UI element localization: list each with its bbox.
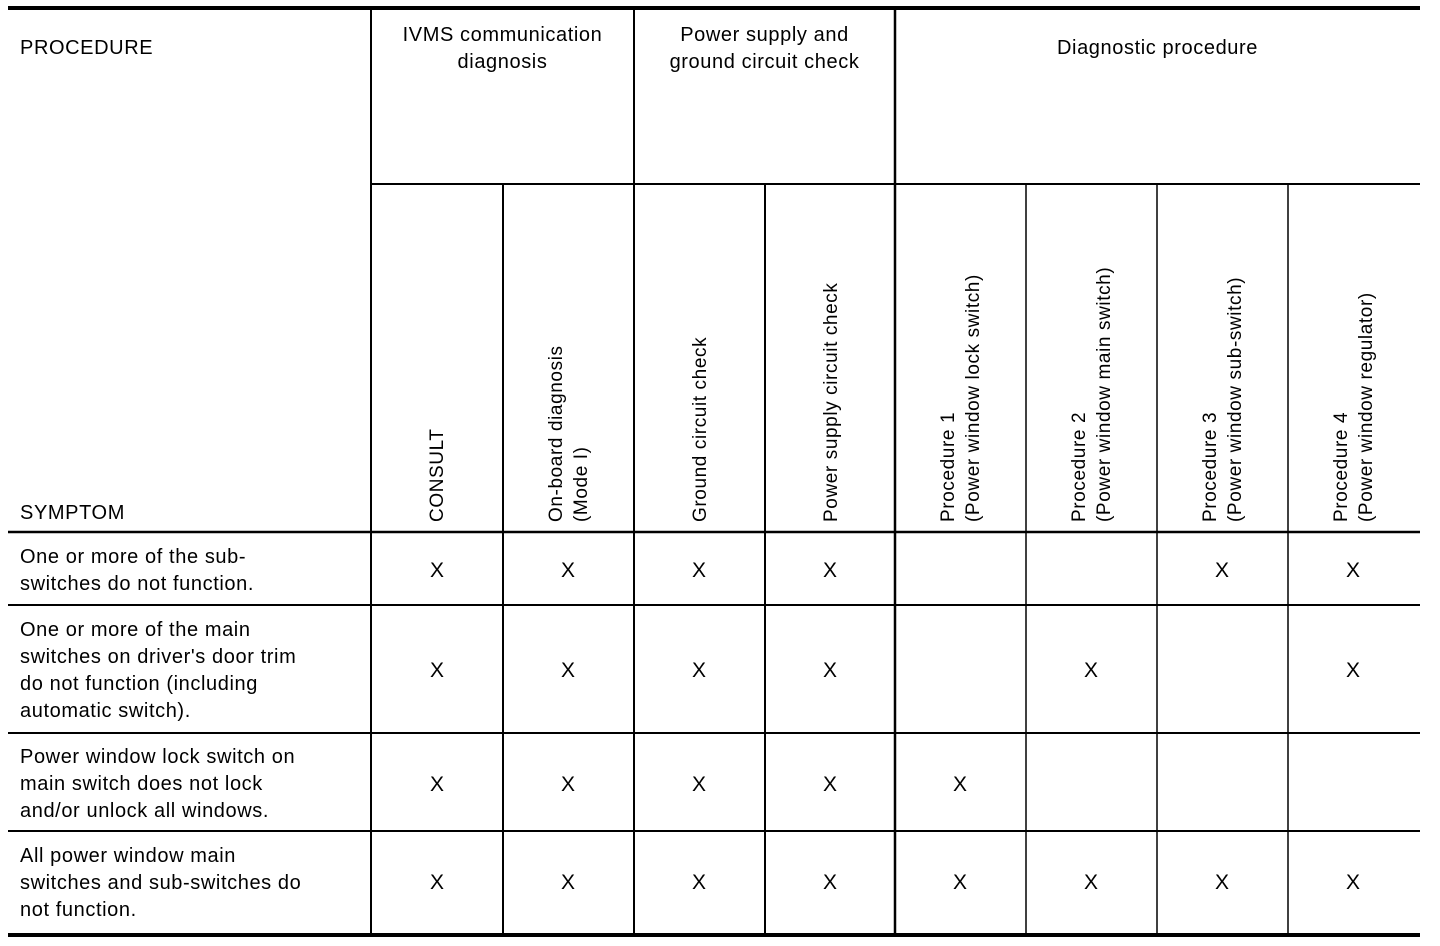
symptom-cell-1: One or more of the sub- switches do not function. [20, 546, 255, 595]
column-header-procedure-1: Procedure 1 (Power window lock switch) [938, 274, 984, 522]
check-mark: X [691, 773, 706, 796]
check-mark: X [560, 559, 575, 582]
check-mark: X [1083, 659, 1098, 682]
column-header-procedure-4: Procedure 4 (Power window regulator) [1331, 292, 1377, 522]
column-header-ground-circuit: Ground circuit check [689, 336, 711, 522]
group-header-ivms: IVMS communication diagnosis [402, 24, 603, 73]
column-header-procedure-3: Procedure 3 (Power window sub-switch) [1200, 276, 1246, 522]
check-mark: X [429, 773, 444, 796]
symptom-cell-4: All power window main switches and sub-switches do not function. [20, 845, 302, 921]
check-mark: X [822, 659, 837, 682]
check-mark: X [691, 559, 706, 582]
check-mark: X [1345, 871, 1360, 894]
check-mark: X [429, 871, 444, 894]
check-mark: X [560, 659, 575, 682]
procedure-label: PROCEDURE [20, 37, 154, 59]
check-mark: X [822, 773, 837, 796]
group-header-diagnostic: Diagnostic procedure [1057, 37, 1258, 59]
check-mark: X [822, 871, 837, 894]
symptom-cell-3: Power window lock switch on main switch does not lock and/or unlock all windows. [20, 746, 296, 822]
column-header-procedure-2: Procedure 2 (Power window main switch) [1069, 266, 1115, 522]
check-mark: X [429, 659, 444, 682]
check-mark: X [1214, 871, 1229, 894]
check-mark: X [691, 871, 706, 894]
check-mark: X [691, 659, 706, 682]
check-mark: X [429, 559, 444, 582]
check-mark: X [822, 559, 837, 582]
column-header-consult: CONSULT [426, 428, 448, 522]
symptom-label: SYMPTOM [20, 502, 125, 524]
check-mark: X [1214, 559, 1229, 582]
check-mark: X [560, 871, 575, 894]
symptom-cell-2: One or more of the main switches on driver's door trim do not function (including automatic switch). [20, 619, 297, 722]
check-mark: X [1345, 559, 1360, 582]
check-mark: X [952, 871, 967, 894]
column-header-onboard-diagnosis: On-board diagnosis (Mode I) [546, 345, 592, 522]
check-mark: X [1345, 659, 1360, 682]
check-mark: X [560, 773, 575, 796]
column-header-power-supply-circuit: Power supply circuit check [820, 282, 842, 522]
check-mark: X [1083, 871, 1098, 894]
check-mark: X [952, 773, 967, 796]
group-header-power-ground: Power supply and ground circuit check [669, 24, 860, 73]
